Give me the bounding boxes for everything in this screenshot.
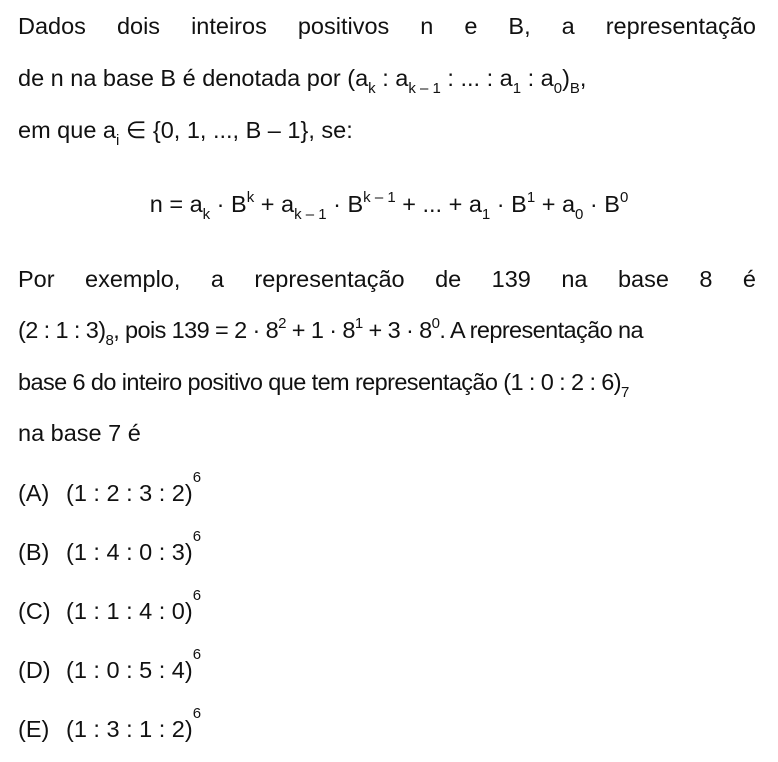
subscript: 0 bbox=[553, 80, 563, 97]
text: , bbox=[579, 65, 587, 91]
option-value: (1 : 3 : 1 : 2) bbox=[66, 716, 193, 742]
paragraph2-line1 bbox=[18, 264, 756, 294]
word: 8 bbox=[699, 266, 713, 292]
superscript: 2 bbox=[278, 315, 286, 332]
text: n = a bbox=[149, 191, 203, 217]
subscript: 0 bbox=[575, 206, 584, 223]
word: é bbox=[742, 266, 756, 292]
option-base: 6 bbox=[192, 469, 202, 486]
subscript: i bbox=[115, 132, 120, 149]
option-e[interactable] bbox=[18, 705, 756, 744]
option-label: (C) bbox=[18, 598, 51, 624]
subscript: 7 bbox=[621, 384, 629, 401]
paragraph1-line3 bbox=[18, 115, 756, 149]
text: . A representação na bbox=[439, 317, 643, 343]
option-label: (D) bbox=[18, 657, 51, 683]
word: a bbox=[561, 13, 575, 39]
text: + a bbox=[254, 191, 295, 217]
paragraph2-line4: na base 7 é bbox=[18, 420, 141, 446]
word: base bbox=[617, 266, 669, 292]
option-label: (B) bbox=[18, 539, 50, 565]
option-base: 6 bbox=[192, 705, 202, 722]
subscript: k bbox=[368, 80, 376, 97]
text: · B bbox=[210, 191, 247, 217]
option-base: 6 bbox=[192, 646, 202, 663]
word: na bbox=[561, 266, 588, 292]
subscript: 8 bbox=[105, 332, 114, 349]
text: (2 : 1 : 3) bbox=[18, 317, 106, 343]
word: de bbox=[435, 266, 462, 292]
text: , pois 139 = 2 · 8 bbox=[113, 317, 279, 343]
text: ∈ {0, 1, ..., B – 1}, se: bbox=[119, 117, 353, 143]
word: Por bbox=[18, 266, 55, 292]
text: de n na base B é denotada por (a bbox=[18, 65, 369, 91]
superscript: k bbox=[246, 189, 255, 206]
subscript: 1 bbox=[512, 80, 522, 97]
word: B, bbox=[508, 13, 531, 39]
option-d[interactable] bbox=[18, 646, 756, 685]
superscript: 0 bbox=[619, 189, 629, 206]
paragraph1-line2 bbox=[18, 63, 756, 97]
subscript: k – 1 bbox=[294, 206, 327, 223]
word: e bbox=[464, 13, 478, 39]
superscript: 0 bbox=[431, 315, 440, 332]
option-c[interactable] bbox=[18, 587, 756, 626]
superscript: 1 bbox=[526, 189, 536, 206]
word: dois bbox=[116, 13, 161, 39]
text: : a bbox=[521, 65, 554, 91]
word: inteiros bbox=[191, 13, 267, 39]
subscript: k – 1 bbox=[408, 80, 441, 97]
paragraph2-line2 bbox=[18, 315, 756, 349]
text: ) bbox=[562, 65, 570, 91]
text: base 6 do inteiro positivo que tem representação (1 : 0 : 2 : 6) bbox=[18, 369, 621, 395]
option-b[interactable] bbox=[18, 528, 756, 567]
word: a bbox=[210, 266, 224, 292]
superscript: k – 1 bbox=[363, 189, 396, 206]
option-value: (1 : 0 : 5 : 4) bbox=[66, 657, 193, 683]
word: Dados bbox=[18, 13, 86, 39]
option-base: 6 bbox=[192, 587, 202, 604]
text: · B bbox=[326, 191, 364, 217]
subscript: B bbox=[569, 80, 580, 97]
text: + a bbox=[535, 191, 576, 217]
option-label: (E) bbox=[18, 716, 50, 742]
subscript: k bbox=[202, 206, 211, 223]
subscript: 1 bbox=[481, 206, 491, 223]
text: : ... : a bbox=[440, 65, 513, 91]
paragraph1-line1 bbox=[18, 11, 756, 41]
word: 139 bbox=[491, 266, 531, 292]
word: representação bbox=[605, 13, 756, 39]
word: n bbox=[420, 13, 434, 39]
paragraph2-line3 bbox=[18, 367, 756, 401]
word: positivos bbox=[297, 13, 390, 39]
superscript: 1 bbox=[354, 315, 363, 332]
text: + ... + a bbox=[395, 191, 482, 217]
text: : a bbox=[375, 65, 409, 91]
option-value: (1 : 4 : 0 : 3) bbox=[66, 539, 193, 565]
option-value: (1 : 1 : 4 : 0) bbox=[66, 598, 193, 624]
formula bbox=[0, 189, 778, 223]
option-label: (A) bbox=[18, 480, 50, 506]
word: representação bbox=[254, 266, 405, 292]
option-value: (1 : 2 : 3 : 2) bbox=[66, 480, 193, 506]
text: · B bbox=[490, 191, 527, 217]
word: exemplo, bbox=[85, 266, 181, 292]
text: + 3 · 8 bbox=[362, 317, 432, 343]
text: · B bbox=[583, 191, 620, 217]
option-base: 6 bbox=[192, 528, 202, 545]
text: em que a bbox=[18, 117, 116, 143]
option-a[interactable] bbox=[18, 469, 756, 508]
text: + 1 · 8 bbox=[285, 317, 355, 343]
